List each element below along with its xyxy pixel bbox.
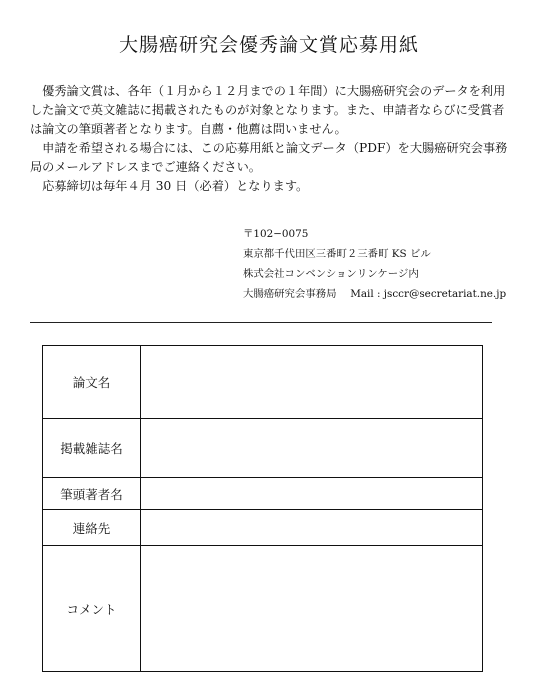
journal-field[interactable] [141,419,482,477]
address-line: 株式会社コンベンションリンケージ内 [243,268,419,280]
label-comment: コメント [43,546,141,671]
label-paper-title: 論文名 [43,346,141,418]
postal-code: 〒102−0075 [243,228,309,240]
form-row-first-author [43,478,482,510]
form-row-paper-title [43,346,482,419]
form-row-comment [43,546,482,671]
form-title: 大腸癌研究会優秀論文賞応募用紙 [118,34,419,56]
contact-field[interactable] [141,510,482,545]
application-form-table [42,345,483,672]
address-line: 東京都千代田区三番町２三番町 KS ビル [243,248,431,260]
instruction-paragraph: 申請を希望される場合には、この応募用紙と論文データ（PDF）を大腸癌研究会事務局のメールアドレスまでご連絡ください。 [30,141,508,174]
label-first-author: 筆頭著者名 [43,478,141,509]
office-contact: 大腸癌研究会事務局 Mail : jsccr@secretariat.ne.jp [243,288,507,300]
label-journal: 掲載雑誌名 [43,419,141,477]
instructions [30,82,512,196]
label-contact: 連絡先 [43,510,141,545]
form-row-journal [43,419,482,478]
instruction-paragraph: 優秀論文賞は、各年（１月から１２月までの１年間）に大腸癌研究会のデータを利用した論文で英文雑誌に掲載されたものが対象となります。また、申請者ならびに受賞者は論文の筆頭著者となります。自薦・他薦は問いません。 [30,84,506,136]
office-address [243,224,506,304]
first-author-field[interactable] [141,478,482,509]
divider [30,322,492,323]
comment-field[interactable] [141,546,482,671]
paper-title-field[interactable] [141,346,482,418]
form-row-contact [43,510,482,546]
instruction-paragraph: 応募締切は毎年４月 30 日（必着）となります。 [30,179,309,193]
